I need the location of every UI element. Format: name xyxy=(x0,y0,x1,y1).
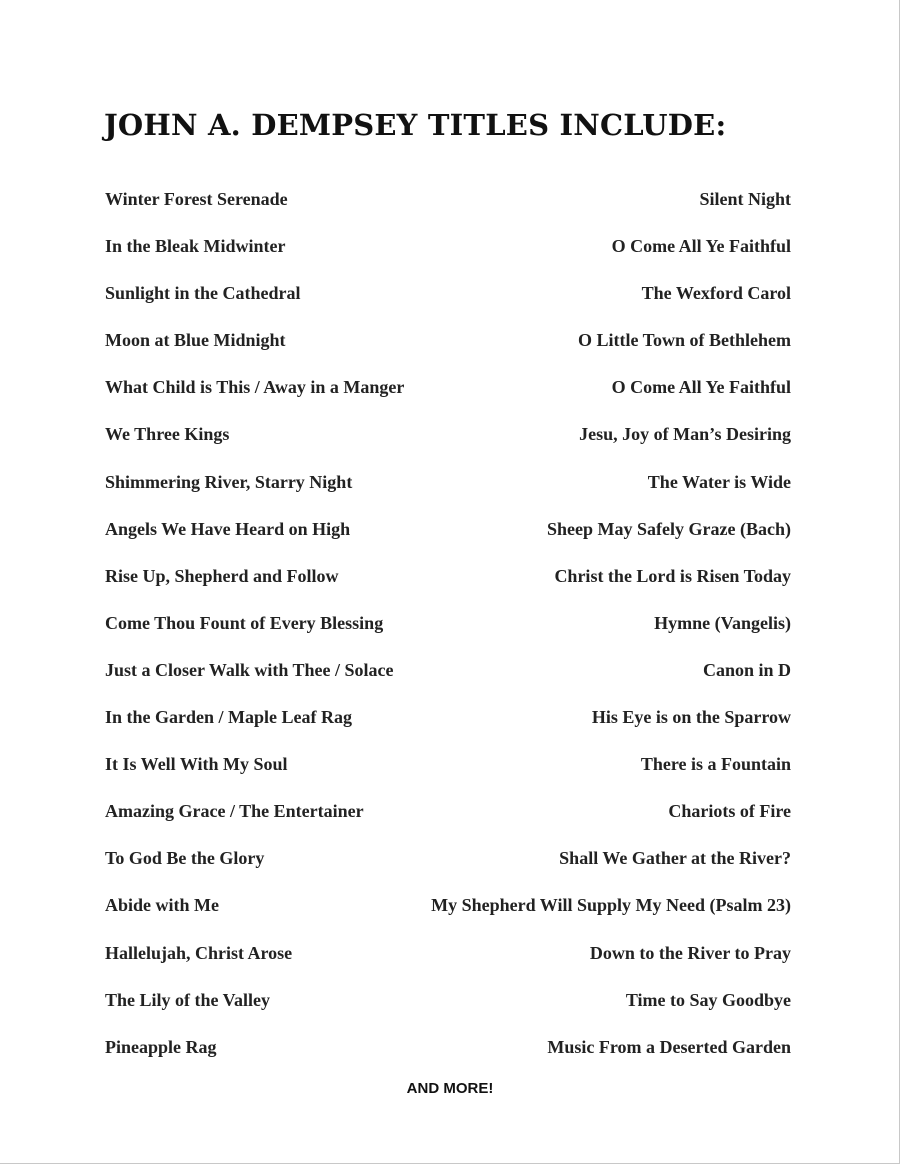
title-right: Music From a Deserted Garden xyxy=(547,1036,791,1057)
title-right: Down to the River to Pray xyxy=(589,942,791,963)
page-title: JOHN A. DEMPSEY TITLES INCLUDE: xyxy=(104,108,727,142)
title-right: Jesu, Joy of Man’s Desiring xyxy=(579,424,791,445)
title-left: Amazing Grace / The Entertainer xyxy=(105,801,364,822)
title-row xyxy=(105,610,791,657)
title-right: Time to Say Goodbye xyxy=(625,989,791,1010)
title-row xyxy=(105,1034,791,1081)
title-right: The Water is Wide xyxy=(647,471,791,492)
title-right: Shall We Gather at the River? xyxy=(559,848,791,869)
title-right: Chariots of Fire xyxy=(668,801,791,822)
title-left: To God Be the Glory xyxy=(105,848,265,869)
title-right: Christ the Lord is Risen Today xyxy=(554,565,791,586)
title-left: The Lily of the Valley xyxy=(105,989,271,1010)
title-right: Silent Night xyxy=(699,189,791,209)
title-left: Sunlight in the Cathedral xyxy=(105,283,301,304)
title-row xyxy=(105,327,791,374)
title-left: In the Garden / Maple Leaf Rag xyxy=(105,707,352,728)
title-row xyxy=(105,751,791,798)
title-left: Pineapple Rag xyxy=(105,1036,217,1057)
title-right: O Come All Ye Faithful xyxy=(611,236,791,257)
footer-note: AND MORE! xyxy=(406,1080,494,1097)
title-row xyxy=(105,421,791,468)
title-row xyxy=(105,186,791,233)
title-row xyxy=(105,845,791,892)
title-right: Sheep May Safely Graze (Bach) xyxy=(547,518,791,539)
title-left: Abide with Me xyxy=(105,895,219,916)
title-left: Just a Closer Walk with Thee / Solace xyxy=(105,659,394,680)
title-left: In the Bleak Midwinter xyxy=(105,236,286,257)
title-left: Rise Up, Shepherd and Follow xyxy=(105,565,339,586)
title-right: My Shepherd Will Supply My Need (Psalm 23) xyxy=(431,895,791,916)
title-right: O Little Town of Bethlehem xyxy=(577,330,791,351)
title-row xyxy=(105,469,791,516)
title-right: Canon in D xyxy=(702,659,791,680)
title-right: Hymne (Vangelis) xyxy=(654,612,791,633)
title-row xyxy=(105,940,791,987)
title-right: His Eye is on the Sparrow xyxy=(591,707,791,728)
title-left: Hallelujah, Christ Arose xyxy=(105,942,293,963)
title-left: Moon at Blue Midnight xyxy=(105,330,286,351)
title-row xyxy=(105,892,791,939)
title-row xyxy=(105,657,791,704)
title-right: There is a Fountain xyxy=(640,754,791,775)
title-row xyxy=(105,563,791,610)
title-row xyxy=(105,280,791,327)
title-row xyxy=(105,987,791,1034)
title-row xyxy=(105,233,791,280)
title-left: Winter Forest Serenade xyxy=(105,189,288,209)
title-row xyxy=(105,704,791,751)
title-left: Come Thou Fount of Every Blessing xyxy=(105,612,384,633)
title-row xyxy=(105,798,791,845)
titles-list xyxy=(105,186,791,1081)
title-right: The Wexford Carol xyxy=(641,283,791,304)
title-left: Shimmering River, Starry Night xyxy=(105,471,353,492)
title-left: We Three Kings xyxy=(105,424,230,445)
title-right: O Come All Ye Faithful xyxy=(611,377,791,398)
title-left: What Child is This / Away in a Manger xyxy=(105,377,405,398)
title-left: It Is Well With My Soul xyxy=(105,754,288,775)
title-left: Angels We Have Heard on High xyxy=(105,518,351,539)
title-row xyxy=(105,374,791,421)
title-row xyxy=(105,516,791,563)
